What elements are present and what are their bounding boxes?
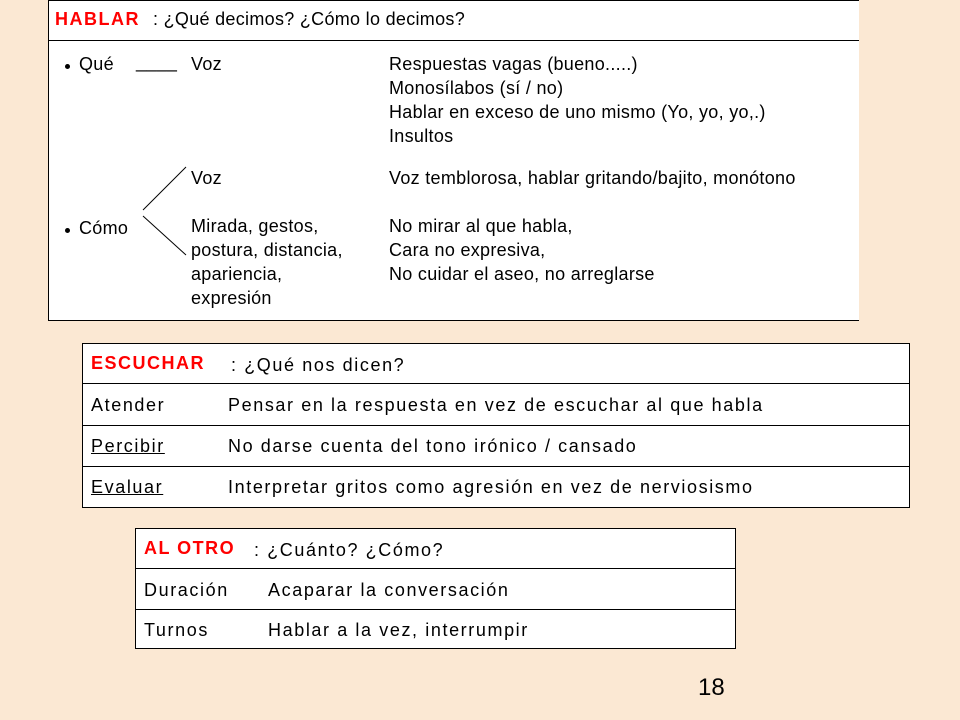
al-otro-row-text: Acaparar la conversación [268,580,510,600]
como-item: No cuidar el aseo, no arreglarse [389,264,655,284]
que-item: Monosílabos (sí / no) [389,78,564,98]
al-otro-question: : ¿Cuánto? ¿Cómo? [254,540,445,560]
escuchar-divider [82,466,910,467]
escuchar-divider [82,383,910,384]
que-item: Insultos [389,126,454,146]
escuchar-row-label: Evaluar [91,477,164,497]
page-number: 18 [698,674,725,701]
hablar-header-divider [48,40,860,41]
escuchar-row-text: Interpretar gritos como agresión en vez de nerviosismo [228,477,754,497]
que-category: Voz [191,54,222,74]
hablar-question: : ¿Qué decimos? ¿Cómo lo decimos? [153,9,466,29]
escuchar-row-label: Percibir [91,436,165,456]
al-otro-title: AL OTRO [144,538,236,558]
escuchar-divider [82,425,910,426]
como-item: Cara no expresiva, [389,240,546,260]
como-category: expresión [191,288,272,308]
escuchar-question: : ¿Qué nos dicen? [231,355,406,375]
bullet-icon [65,228,70,233]
hablar-top-line [48,0,860,1]
al-otro-divider [135,568,736,569]
que-dash: ____ [136,52,178,72]
hablar-bottom-line [48,320,860,321]
hablar-title: HABLAR [55,9,140,29]
bullet-icon [65,64,70,69]
escuchar-row-label: Atender [91,395,166,415]
como-voz-category: Voz [191,168,222,188]
que-item: Hablar en exceso de uno mismo (Yo, yo, yo,.) [389,102,766,122]
al-otro-row-label: Duración [144,580,229,600]
como-item: No mirar al que habla, [389,216,573,236]
hablar-right-mask [859,0,960,330]
como-category: postura, distancia, [191,240,343,260]
como-voz-item: Voz temblorosa, hablar gritando/bajito, monótono [389,168,796,188]
branch-lines [140,160,190,260]
que-label: Qué [79,54,114,74]
como-category: apariencia, [191,264,283,284]
que-item: Respuestas vagas (bueno.....) [389,54,638,74]
al-otro-row-label: Turnos [144,620,209,640]
como-category: Mirada, gestos, [191,216,319,236]
escuchar-title: ESCUCHAR [91,353,206,373]
como-label: Cómo [79,218,129,238]
escuchar-row-text: No darse cuenta del tono irónico / cansado [228,436,638,456]
al-otro-divider [135,609,736,610]
escuchar-row-text: Pensar en la respuesta en vez de escuchar al que habla [228,395,764,415]
al-otro-row-text: Hablar a la vez, interrumpir [268,620,529,640]
